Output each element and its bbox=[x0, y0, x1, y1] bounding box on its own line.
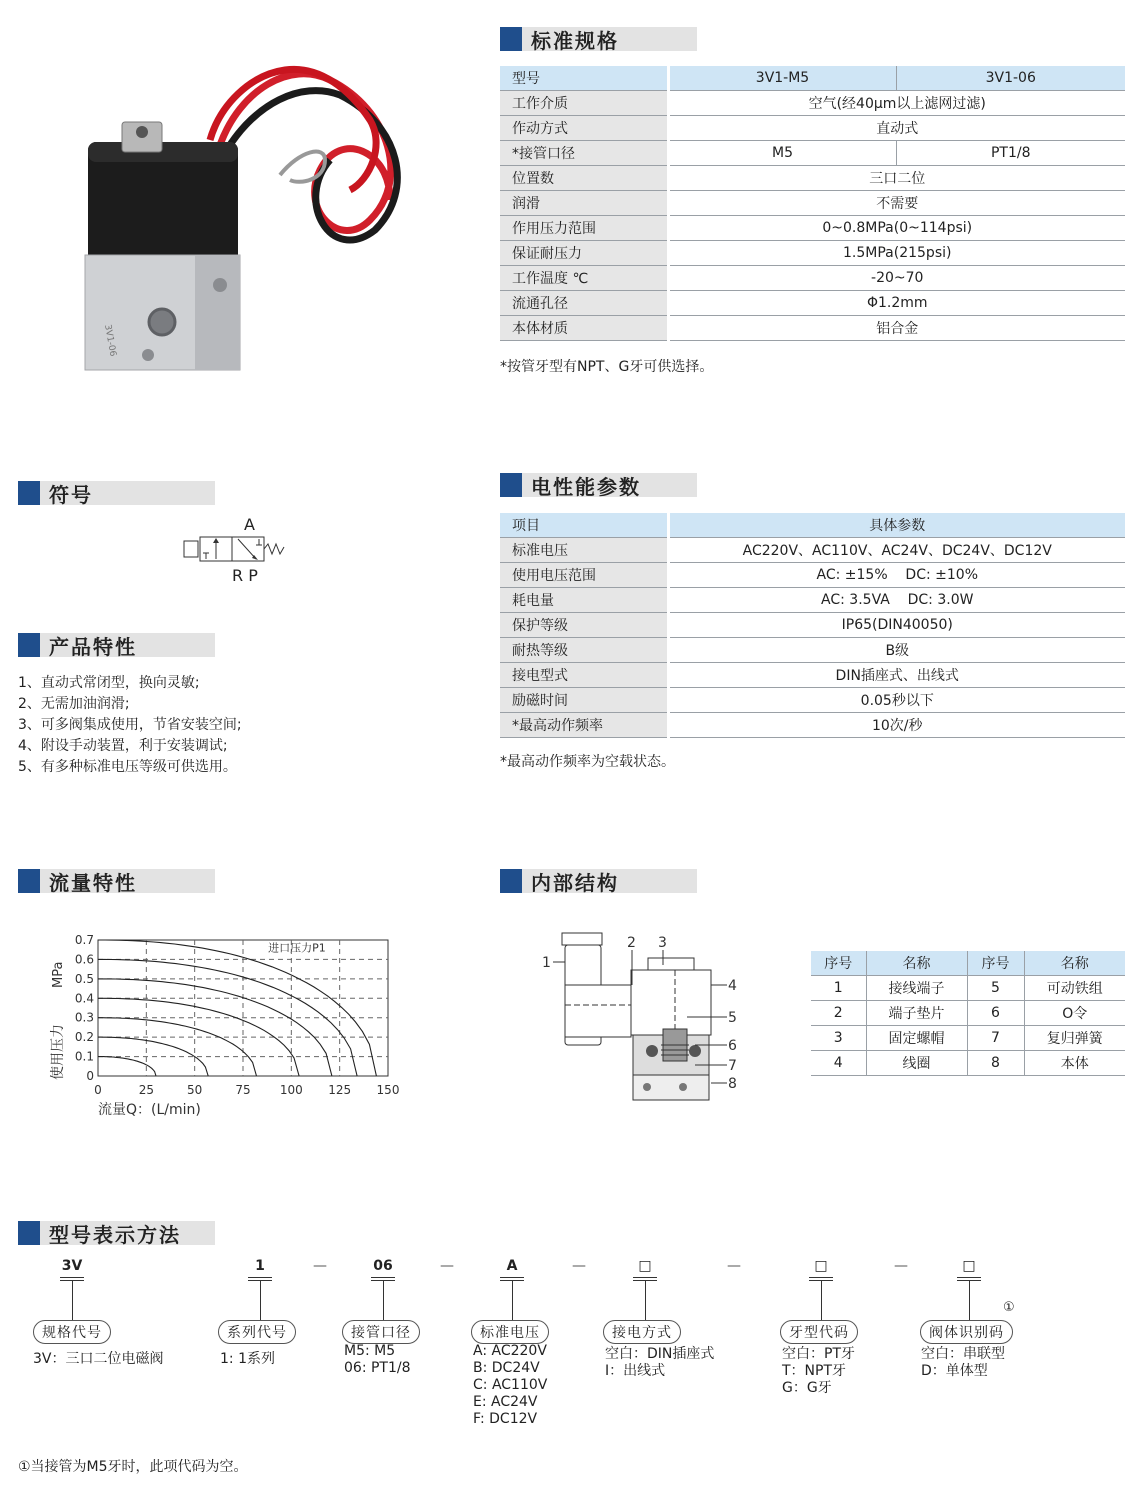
table-row bbox=[500, 588, 1125, 613]
spec-label: 工作介质 bbox=[500, 91, 668, 116]
table-row bbox=[811, 1026, 1125, 1051]
spec-label: 流通孔径 bbox=[500, 291, 668, 316]
code-underline bbox=[809, 1277, 833, 1278]
model-desc-port bbox=[344, 1343, 411, 1377]
elec-label: 标准电压 bbox=[500, 538, 668, 563]
parts-cell: 7 bbox=[967, 1026, 1024, 1051]
model-label-port: 接管口径 bbox=[342, 1320, 420, 1344]
spec-label: 工作温度 ℃ bbox=[500, 266, 668, 291]
model-label-body: 阀体识别码 bbox=[920, 1320, 1013, 1344]
section-title-structure: 内部结构 bbox=[531, 871, 619, 895]
model-label-series: 系列代号 bbox=[218, 1320, 296, 1344]
elec-label: 使用电压范围 bbox=[500, 563, 668, 588]
internal-structure-diagram bbox=[535, 925, 750, 1105]
code-separator: — bbox=[727, 1258, 741, 1274]
parts-cell: 线圈 bbox=[866, 1051, 967, 1076]
y-tick-label: 0.3 bbox=[74, 1010, 94, 1025]
elec-value: B级 bbox=[668, 638, 1125, 663]
spec-value: PT1/8 bbox=[896, 141, 1125, 166]
list-item: 1、直动式常闭型，换向灵敏; bbox=[18, 675, 200, 691]
spec-note: *按管牙型有NPT、G牙可供选择。 bbox=[500, 359, 714, 375]
model-footnote: ①当接管为M5牙时，此项代码为空。 bbox=[18, 1459, 248, 1475]
model-desc-connection bbox=[605, 1346, 714, 1380]
desc-line: F: DC12V bbox=[473, 1411, 538, 1427]
section-header-flow bbox=[18, 869, 215, 893]
desc-line: 空白：PT牙 bbox=[782, 1346, 855, 1362]
table-row bbox=[500, 216, 1125, 241]
desc-line: T：NPT牙 bbox=[782, 1363, 847, 1379]
symbol-label-a: A bbox=[244, 515, 255, 534]
elec-value: AC: 3.5VA DC: 3.0W bbox=[668, 588, 1125, 613]
list-item: 3、可多阀集成使用，节省安装空间; bbox=[18, 717, 242, 733]
model-code-port: 06 bbox=[373, 1258, 393, 1274]
parts-cell: 复归弹簧 bbox=[1024, 1026, 1125, 1051]
elec-label: 耐热等级 bbox=[500, 638, 668, 663]
code-underline bbox=[371, 1277, 395, 1278]
spec-value: 1.5MPa(215psi) bbox=[668, 241, 1125, 266]
spec-value: 铝合金 bbox=[668, 316, 1125, 341]
code-underline bbox=[60, 1277, 84, 1278]
elec-label: *最高动作频率 bbox=[500, 713, 668, 738]
parts-cell: O令 bbox=[1024, 1001, 1125, 1026]
code-leader bbox=[969, 1280, 970, 1320]
elec-header-cell: 项目 bbox=[500, 513, 668, 538]
spec-value: -20~70 bbox=[668, 266, 1125, 291]
callout-4: 4 bbox=[728, 978, 737, 994]
table-row bbox=[500, 166, 1125, 191]
model-code-connection: □ bbox=[638, 1258, 652, 1274]
desc-line: A: AC220V bbox=[473, 1343, 547, 1359]
code-underline bbox=[957, 1277, 981, 1278]
table-row bbox=[500, 116, 1125, 141]
model-desc-thread bbox=[782, 1346, 855, 1397]
parts-header-row bbox=[811, 951, 1125, 976]
feature-list bbox=[18, 672, 242, 777]
elec-value: IP65(DIN40050) bbox=[668, 613, 1125, 638]
y-axis-unit: MPa bbox=[51, 961, 66, 988]
spec-label: 作用压力范围 bbox=[500, 216, 668, 241]
parts-header-cell: 名称 bbox=[866, 951, 967, 976]
table-row bbox=[500, 141, 1125, 166]
code-separator: — bbox=[572, 1258, 586, 1274]
code-separator: — bbox=[440, 1258, 454, 1274]
parts-cell: 1 bbox=[811, 976, 866, 1001]
parts-cell: 可动铁组 bbox=[1024, 976, 1125, 1001]
callout-8: 8 bbox=[728, 1076, 737, 1092]
table-row bbox=[500, 241, 1125, 266]
desc-line: B: DC24V bbox=[473, 1360, 540, 1376]
desc-line: D：单体型 bbox=[921, 1363, 988, 1379]
table-row bbox=[811, 1051, 1125, 1076]
spec-header-cell: 3V1-M5 bbox=[668, 66, 896, 91]
callout-5: 5 bbox=[728, 1010, 737, 1026]
table-row bbox=[500, 563, 1125, 588]
model-label-connection: 接电方式 bbox=[603, 1320, 681, 1344]
parts-header-cell: 序号 bbox=[967, 951, 1024, 976]
table-row bbox=[500, 538, 1125, 563]
model-code-series: 1 bbox=[255, 1258, 265, 1274]
flow-curve bbox=[98, 1018, 257, 1076]
table-row bbox=[500, 613, 1125, 638]
section-title-symbol: 符号 bbox=[49, 483, 93, 507]
spec-table bbox=[500, 66, 1125, 341]
spec-header-row bbox=[500, 66, 1125, 91]
code-leader bbox=[72, 1280, 73, 1320]
spec-header-cell: 3V1-06 bbox=[896, 66, 1125, 91]
section-header-features bbox=[18, 633, 215, 657]
desc-line: 空白：串联型 bbox=[921, 1346, 1005, 1362]
spec-value: 0~0.8MPa(0~114psi) bbox=[668, 216, 1125, 241]
code-separator: — bbox=[313, 1258, 327, 1274]
section-header-model bbox=[18, 1221, 215, 1245]
elec-header-row bbox=[500, 513, 1125, 538]
section-title-electrical: 电性能参数 bbox=[531, 475, 641, 499]
parts-cell: 2 bbox=[811, 1001, 866, 1026]
parts-cell: 8 bbox=[967, 1051, 1024, 1076]
model-label-thread: 牙型代码 bbox=[780, 1320, 858, 1344]
chart-annotation: 进口压力P1 bbox=[268, 941, 326, 955]
parts-cell: 端子垫片 bbox=[866, 1001, 967, 1026]
flow-curve bbox=[98, 979, 332, 1076]
flow-chart bbox=[40, 920, 420, 1125]
model-code-thread: □ bbox=[814, 1258, 828, 1274]
desc-line: M5: M5 bbox=[344, 1343, 396, 1359]
x-tick-label: 0 bbox=[94, 1083, 102, 1097]
spec-value: Φ1.2mm bbox=[668, 291, 1125, 316]
spec-value: 直动式 bbox=[668, 116, 1125, 141]
table-row bbox=[500, 191, 1125, 216]
section-header-spec bbox=[500, 27, 697, 51]
x-tick-label: 50 bbox=[187, 1083, 203, 1097]
y-tick-label: 0.6 bbox=[74, 952, 94, 967]
parts-cell: 3 bbox=[811, 1026, 866, 1051]
desc-line: 3V：三口二位电磁阀 bbox=[33, 1351, 164, 1367]
list-item: 5、有多种标准电压等级可供选用。 bbox=[18, 759, 237, 775]
model-code-voltage: A bbox=[506, 1258, 518, 1274]
code-separator: — bbox=[894, 1258, 908, 1274]
section-title-features: 产品特性 bbox=[49, 635, 137, 659]
parts-header-cell: 序号 bbox=[811, 951, 866, 976]
elec-label: 耗电量 bbox=[500, 588, 668, 613]
desc-line: E: AC24V bbox=[473, 1394, 538, 1410]
x-tick-label: 150 bbox=[376, 1083, 400, 1097]
model-label-spec: 规格代号 bbox=[33, 1320, 111, 1344]
desc-line: I：出线式 bbox=[605, 1363, 666, 1379]
elec-label: 接电型式 bbox=[500, 663, 668, 688]
y-tick-label: 0.5 bbox=[74, 971, 94, 986]
desc-line: 06: PT1/8 bbox=[344, 1360, 411, 1376]
elec-value: 10次/秒 bbox=[668, 713, 1125, 738]
model-code-body: □ bbox=[962, 1258, 976, 1274]
table-row bbox=[500, 663, 1125, 688]
callout-6: 6 bbox=[728, 1038, 737, 1054]
elec-header-cell: 具体参数 bbox=[668, 513, 1125, 538]
section-title-spec: 标准规格 bbox=[531, 29, 619, 53]
model-desc-body bbox=[921, 1346, 1005, 1380]
code-leader bbox=[260, 1280, 261, 1320]
spec-value: 三口二位 bbox=[668, 166, 1125, 191]
symbol-label-rp: R P bbox=[232, 566, 258, 585]
y-tick-label: 0.1 bbox=[74, 1049, 94, 1064]
x-tick-label: 75 bbox=[235, 1083, 251, 1097]
callout-3: 3 bbox=[658, 935, 667, 951]
code-leader bbox=[821, 1280, 822, 1320]
y-tick-label: 0.2 bbox=[74, 1030, 94, 1045]
elec-label: 保护等级 bbox=[500, 613, 668, 638]
parts-header-cell: 名称 bbox=[1024, 951, 1125, 976]
parts-cell: 本体 bbox=[1024, 1051, 1125, 1076]
x-tick-label: 100 bbox=[279, 1083, 303, 1097]
electrical-table bbox=[500, 513, 1125, 738]
code-leader bbox=[383, 1280, 384, 1320]
elec-value: AC220V、AC110V、AC24V、DC24V、DC12V bbox=[668, 538, 1125, 563]
parts-cell: 6 bbox=[967, 1001, 1024, 1026]
code-leader bbox=[645, 1280, 646, 1320]
section-title-model: 型号表示方法 bbox=[49, 1223, 181, 1247]
table-row bbox=[500, 266, 1125, 291]
spec-label: 作动方式 bbox=[500, 116, 668, 141]
x-axis-label: 流量Q：(L/min) bbox=[98, 1102, 201, 1118]
y-axis-label: 使用压力 bbox=[50, 1024, 66, 1080]
desc-line: C: AC110V bbox=[473, 1377, 548, 1393]
x-tick-label: 25 bbox=[138, 1083, 154, 1097]
parts-cell: 5 bbox=[967, 976, 1024, 1001]
y-tick-label: 0.4 bbox=[74, 991, 94, 1006]
section-header-structure bbox=[500, 869, 697, 893]
table-row bbox=[500, 713, 1125, 738]
product-photo bbox=[70, 50, 430, 380]
code-underline bbox=[248, 1277, 272, 1278]
product-body-text: 3V1-06 bbox=[102, 323, 118, 358]
elec-value: 0.05秒以下 bbox=[668, 688, 1125, 713]
spec-label: 保证耐压力 bbox=[500, 241, 668, 266]
callout-7: 7 bbox=[728, 1058, 737, 1074]
parts-table bbox=[811, 951, 1125, 1076]
spec-label: 位置数 bbox=[500, 166, 668, 191]
x-tick-label: 125 bbox=[328, 1083, 352, 1097]
table-row bbox=[500, 638, 1125, 663]
parts-cell: 接线端子 bbox=[866, 976, 967, 1001]
list-item: 4、附设手动装置，利于安装调试; bbox=[18, 738, 228, 754]
table-row bbox=[811, 976, 1125, 1001]
section-header-electrical bbox=[500, 473, 697, 497]
model-desc-spec bbox=[33, 1351, 163, 1368]
elec-note: *最高动作频率为空载状态。 bbox=[500, 754, 675, 770]
valve-symbol bbox=[180, 533, 290, 565]
spec-value: 空气(经40μm以上滤网过滤) bbox=[668, 91, 1125, 116]
model-code-spec: 3V bbox=[61, 1258, 83, 1274]
desc-line: G：G牙 bbox=[782, 1380, 832, 1396]
spec-label: *接管口径 bbox=[500, 141, 668, 166]
model-desc-voltage bbox=[473, 1343, 547, 1428]
y-tick-label: 0 bbox=[86, 1069, 94, 1083]
parts-cell: 4 bbox=[811, 1051, 866, 1076]
desc-line: 1: 1系列 bbox=[220, 1351, 275, 1367]
desc-line: 空白：DIN插座式 bbox=[605, 1346, 715, 1362]
list-item: 2、无需加油润滑; bbox=[18, 696, 130, 712]
table-row bbox=[811, 1001, 1125, 1026]
model-desc-series bbox=[220, 1351, 275, 1368]
y-tick-label: 0.7 bbox=[74, 933, 94, 947]
circle-mark: ① bbox=[1003, 1300, 1015, 1315]
spec-value: 不需要 bbox=[668, 191, 1125, 216]
spec-value: M5 bbox=[668, 141, 896, 166]
spec-label: 本体材质 bbox=[500, 316, 668, 341]
section-header-symbol bbox=[18, 481, 215, 505]
parts-cell: 固定螺帽 bbox=[866, 1026, 967, 1051]
code-leader bbox=[512, 1280, 513, 1320]
elec-value: DIN插座式、出线式 bbox=[668, 663, 1125, 688]
elec-label: 励磁时间 bbox=[500, 688, 668, 713]
spec-label: 润滑 bbox=[500, 191, 668, 216]
model-label-voltage: 标准电压 bbox=[471, 1320, 549, 1344]
callout-2: 2 bbox=[627, 935, 636, 951]
table-row bbox=[500, 91, 1125, 116]
table-row bbox=[500, 688, 1125, 713]
table-row bbox=[500, 316, 1125, 341]
spec-header-cell: 型号 bbox=[500, 66, 668, 91]
section-title-flow: 流量特性 bbox=[49, 871, 137, 895]
flow-curve bbox=[98, 1057, 156, 1076]
code-underline bbox=[633, 1277, 657, 1278]
elec-value: AC: ±15% DC: ±10% bbox=[668, 563, 1125, 588]
code-underline bbox=[500, 1277, 524, 1278]
table-row bbox=[500, 291, 1125, 316]
callout-1: 1 bbox=[542, 955, 551, 971]
